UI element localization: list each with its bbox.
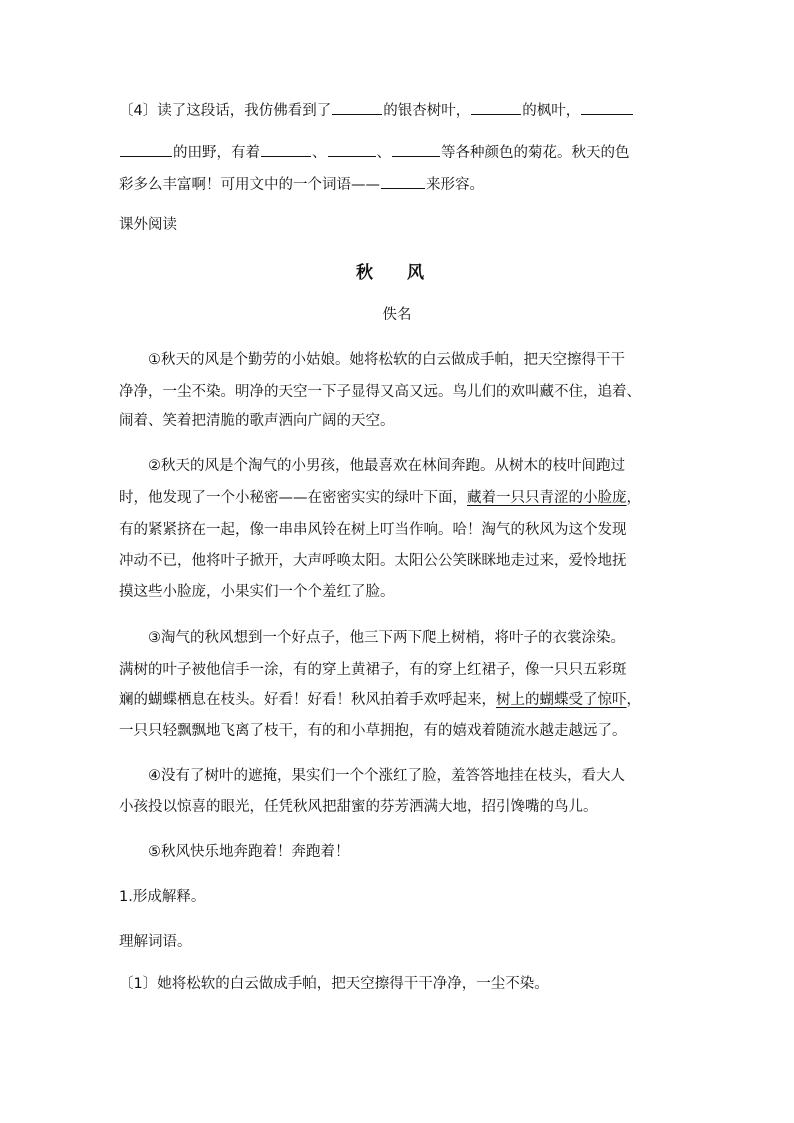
p3-text: ， [626,692,641,708]
answer-blank[interactable] [381,174,425,189]
answer-blank[interactable] [392,142,440,157]
p2-line: 有的紧紧挤在一起，像一串串风铃在树上叮当作响。哈！淘气的秋风为这个发现 [119,522,627,538]
article-title: 秋 风 [356,263,438,283]
p3-line: 满树的叶子被他信手一涂，有的穿上黄裙子，有的穿上红裙子，像一只只五彩斑 [119,662,627,678]
q4-text: 的银杏树叶， [383,103,471,119]
answer-blank[interactable] [120,142,172,157]
p4-line: 小孩投以惊喜的眼光，任凭秋风把甜蜜的芬芳洒满大地，招引馋嘴的鸟儿。 [119,799,598,815]
p5-line: ⑤秋风快乐地奔跑着！奔跑着！ [148,844,350,860]
q4-text: 来形容。 [426,177,484,193]
q4-text: 的田野，有着 [173,145,260,161]
p3-line: ③淘气的秋风想到一个好点子，他三下两下爬上树梢，将叶子的衣裳涂染。 [148,630,625,646]
p3-text: 斓的蝴蝶栖息在枝头。好看！好看！秋风拍着手欢呼起来， [119,692,496,708]
q4-text: 等各种颜色的菊花。秋天的色 [441,145,630,161]
q4-text: 彩多么丰富啊！可用文中的一个词语—— [119,177,380,193]
p2-line: 摸这些小脸庞，小果实们一个个羞红了脸。 [119,584,395,600]
p3-line [119,690,641,710]
q4-text: 、 [376,145,391,161]
p2-text: ， [626,490,641,506]
p2-text: 时，他发现了一个小秘密——在密密实实的绿叶下面， [119,490,467,506]
answer-blank[interactable] [581,100,633,115]
q4-text: 的枫叶， [522,103,581,119]
p2-line [119,488,641,508]
p1-line: 闹着、笑着把清脆的歌声洒向广阔的天空。 [119,413,395,429]
p1-line: 净净，一尘不染。明净的天空一下子显得又高又远。鸟儿们的欢叫藏不住，追着、 [119,384,641,400]
p1-line: ①秋天的风是个勤劳的小姑娘。她将松软的白云做成手帕，把天空擦得干干 [148,352,625,368]
underlined-phrase: 藏着一只只青涩的小脸庞 [467,490,627,506]
q4-line-3 [119,174,484,195]
section-heading: 课外阅读 [119,217,177,233]
answer-blank[interactable] [328,142,376,157]
answer-blank[interactable] [471,100,521,115]
question-1-label: 1.形成解释。 [119,889,206,905]
q4-text: 〔4〕读了这段话，我仿佛看到了 [119,103,332,119]
p2-line: 冲动不已，他将叶子掀开，大声呼唤太阳。太阳公公笑眯眯地走过来，爱怜地抚 [119,553,627,569]
q4-line-1 [119,100,634,121]
q4-line-2 [119,142,630,163]
p4-line: ④没有了树叶的遮掩，果实们一个个涨红了脸，羞答答地挂在枝头，看大人 [148,768,625,784]
question-1-subheading: 理解词语。 [119,934,192,950]
answer-blank[interactable] [332,100,382,115]
answer-blank[interactable] [261,142,311,157]
q4-text: 、 [312,145,327,161]
p2-line: ②秋天的风是个淘气的小男孩，他最喜欢在林间奔跑。从树木的枝叶间跑过 [148,458,625,474]
p3-line: 一只只轻飘飘地飞离了枝干，有的和小草拥抱，有的嬉戏着随流水越走越远了。 [119,723,627,739]
article-author: 佚名 [382,307,412,323]
underlined-phrase: 树上的蝴蝶受了惊吓 [496,692,627,708]
question-1-item-1: 〔1〕她将松软的白云做成手帕，把天空擦得干干净净，一尘不染。 [119,976,549,992]
